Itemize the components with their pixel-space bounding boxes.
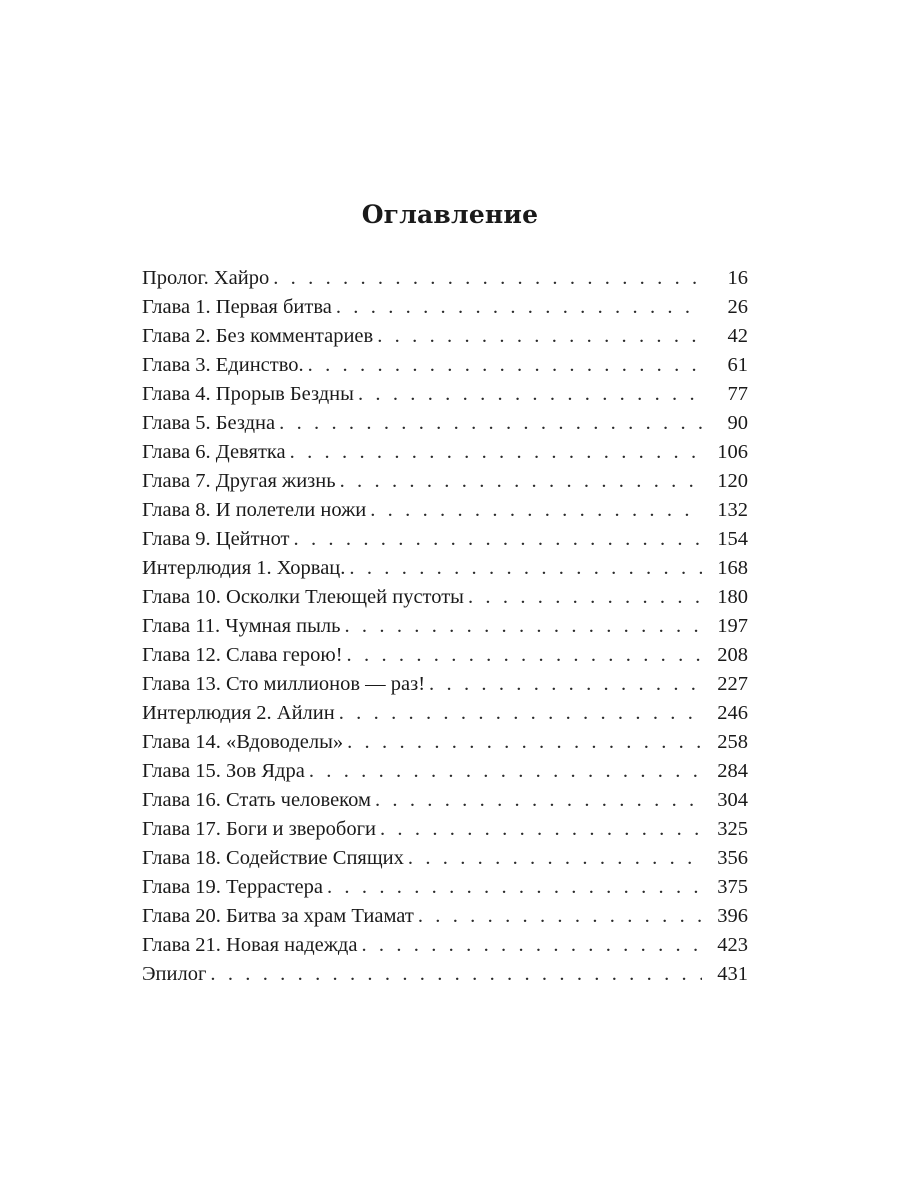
toc-entry-label: Глава 5. Бездна bbox=[142, 412, 276, 434]
toc-dot-leader bbox=[358, 380, 702, 409]
toc-entry-page-number: 258 bbox=[717, 731, 748, 753]
toc-entry-label: Глава 19. Террастера bbox=[142, 876, 323, 898]
toc-dot-leader bbox=[349, 554, 702, 583]
toc-entry-page-number: 168 bbox=[717, 557, 748, 579]
toc-entry-label: Глава 6. Девятка bbox=[142, 441, 286, 463]
toc-entry bbox=[142, 322, 748, 351]
toc-dot-leader bbox=[336, 293, 702, 322]
toc-entry-label: Глава 18. Содействие Спящих bbox=[142, 847, 404, 869]
toc-entry-label: Интерлюдия 2. Айлин bbox=[142, 702, 335, 724]
toc-entry-label: Глава 11. Чумная пыль bbox=[142, 615, 341, 637]
toc-entry bbox=[142, 728, 748, 757]
toc-entry-label: Глава 8. И полетели ножи bbox=[142, 499, 367, 521]
toc-entry-page-number: 120 bbox=[717, 470, 748, 492]
toc-entry-label: Глава 9. Цейтнот bbox=[142, 528, 290, 550]
toc-entry-label: Глава 1. Первая битва bbox=[142, 296, 332, 318]
toc-dot-leader bbox=[290, 438, 702, 467]
toc-entry-page-number: 246 bbox=[717, 702, 748, 724]
toc-dot-leader bbox=[370, 496, 702, 525]
toc-entry-page-number: 61 bbox=[727, 354, 748, 376]
toc-entry bbox=[142, 960, 748, 989]
toc-dot-leader bbox=[347, 641, 702, 670]
toc-entry-label: Глава 13. Сто миллионов — раз! bbox=[142, 673, 426, 695]
toc-dot-leader bbox=[210, 960, 702, 989]
toc-entry-page-number: 77 bbox=[727, 383, 748, 405]
toc-entry-page-number: 208 bbox=[717, 644, 748, 666]
toc-entry-page-number: 375 bbox=[717, 876, 748, 898]
toc-entry bbox=[142, 641, 748, 670]
toc-entry-page-number: 197 bbox=[717, 615, 748, 637]
toc-dot-leader bbox=[361, 931, 702, 960]
toc-dot-leader bbox=[344, 612, 702, 641]
toc-entry bbox=[142, 264, 748, 293]
toc-entry-label: Пролог. Хайро bbox=[142, 267, 270, 289]
toc-entry-page-number: 304 bbox=[717, 789, 748, 811]
toc-entry-label: Глава 21. Новая надежда bbox=[142, 934, 358, 956]
toc-entry bbox=[142, 844, 748, 873]
toc-entry-page-number: 396 bbox=[717, 905, 748, 927]
toc-entry bbox=[142, 757, 748, 786]
toc-dot-leader bbox=[408, 844, 702, 873]
toc-entry-label: Глава 14. «Вдоводелы» bbox=[142, 731, 344, 753]
toc-dot-leader bbox=[375, 786, 702, 815]
toc-entry-label: Глава 2. Без комментариев bbox=[142, 325, 374, 347]
toc-entry-page-number: 90 bbox=[727, 412, 748, 434]
toc-entry bbox=[142, 293, 748, 322]
toc-entry-page-number: 227 bbox=[717, 673, 748, 695]
toc-entry-label: Глава 17. Боги и зверобоги bbox=[142, 818, 376, 840]
toc-dot-leader bbox=[377, 322, 702, 351]
toc-entry-page-number: 325 bbox=[717, 818, 748, 840]
toc-entry bbox=[142, 931, 748, 960]
toc-entry bbox=[142, 467, 748, 496]
toc-entry-label: Глава 10. Осколки Тлеющей пустоты bbox=[142, 586, 464, 608]
toc-entry bbox=[142, 815, 748, 844]
toc-entry bbox=[142, 554, 748, 583]
toc-entry bbox=[142, 438, 748, 467]
toc-entry-page-number: 423 bbox=[717, 934, 748, 956]
toc-dot-leader bbox=[429, 670, 702, 699]
toc-entry-page-number: 431 bbox=[717, 963, 748, 985]
toc-entry-label: Интерлюдия 1. Хорвац. bbox=[142, 557, 346, 579]
toc-entry bbox=[142, 380, 748, 409]
toc-entry-page-number: 356 bbox=[717, 847, 748, 869]
toc-dot-leader bbox=[308, 351, 702, 380]
toc-dot-leader bbox=[380, 815, 702, 844]
toc-entry bbox=[142, 902, 748, 931]
toc-dot-leader bbox=[468, 583, 702, 612]
toc-entry-label: Глава 4. Прорыв Бездны bbox=[142, 383, 354, 405]
toc-entry bbox=[142, 670, 748, 699]
toc-entry-page-number: 180 bbox=[717, 586, 748, 608]
toc-dot-leader bbox=[309, 757, 702, 786]
toc-entry-page-number: 132 bbox=[717, 499, 748, 521]
toc-entry-label: Глава 16. Стать человеком bbox=[142, 789, 371, 811]
toc-entry bbox=[142, 583, 748, 612]
toc-entry-label: Глава 12. Слава герою! bbox=[142, 644, 343, 666]
toc-entry-page-number: 284 bbox=[717, 760, 748, 782]
toc-entry-page-number: 26 bbox=[727, 296, 748, 318]
page-title: Оглавление bbox=[361, 200, 539, 229]
toc-entry bbox=[142, 612, 748, 641]
toc-entry-page-number: 16 bbox=[727, 267, 748, 289]
toc-dot-leader bbox=[339, 699, 702, 728]
toc-dot-leader bbox=[418, 902, 702, 931]
toc-dot-leader bbox=[294, 525, 702, 554]
toc-dot-leader bbox=[279, 409, 702, 438]
toc-entry-page-number: 42 bbox=[727, 325, 748, 347]
toc-entry bbox=[142, 786, 748, 815]
toc-entry-page-number: 106 bbox=[717, 441, 748, 463]
toc-dot-leader bbox=[273, 264, 702, 293]
toc-entry bbox=[142, 409, 748, 438]
toc-entry-label: Эпилог bbox=[142, 963, 207, 985]
toc-entry-label: Глава 15. Зов Ядра bbox=[142, 760, 305, 782]
toc-entry bbox=[142, 699, 748, 728]
toc-dot-leader bbox=[347, 728, 702, 757]
toc-entry bbox=[142, 525, 748, 554]
toc-dot-leader bbox=[327, 873, 702, 902]
table-of-contents bbox=[142, 264, 748, 989]
toc-entry bbox=[142, 496, 748, 525]
toc-entry bbox=[142, 873, 748, 902]
toc-entry bbox=[142, 351, 748, 380]
toc-entry-label: Глава 20. Битва за храм Тиамат bbox=[142, 905, 414, 927]
toc-entry-page-number: 154 bbox=[717, 528, 748, 550]
toc-entry-label: Глава 3. Единство. bbox=[142, 354, 304, 376]
toc-entry-label: Глава 7. Другая жизнь bbox=[142, 470, 336, 492]
toc-dot-leader bbox=[340, 467, 702, 496]
